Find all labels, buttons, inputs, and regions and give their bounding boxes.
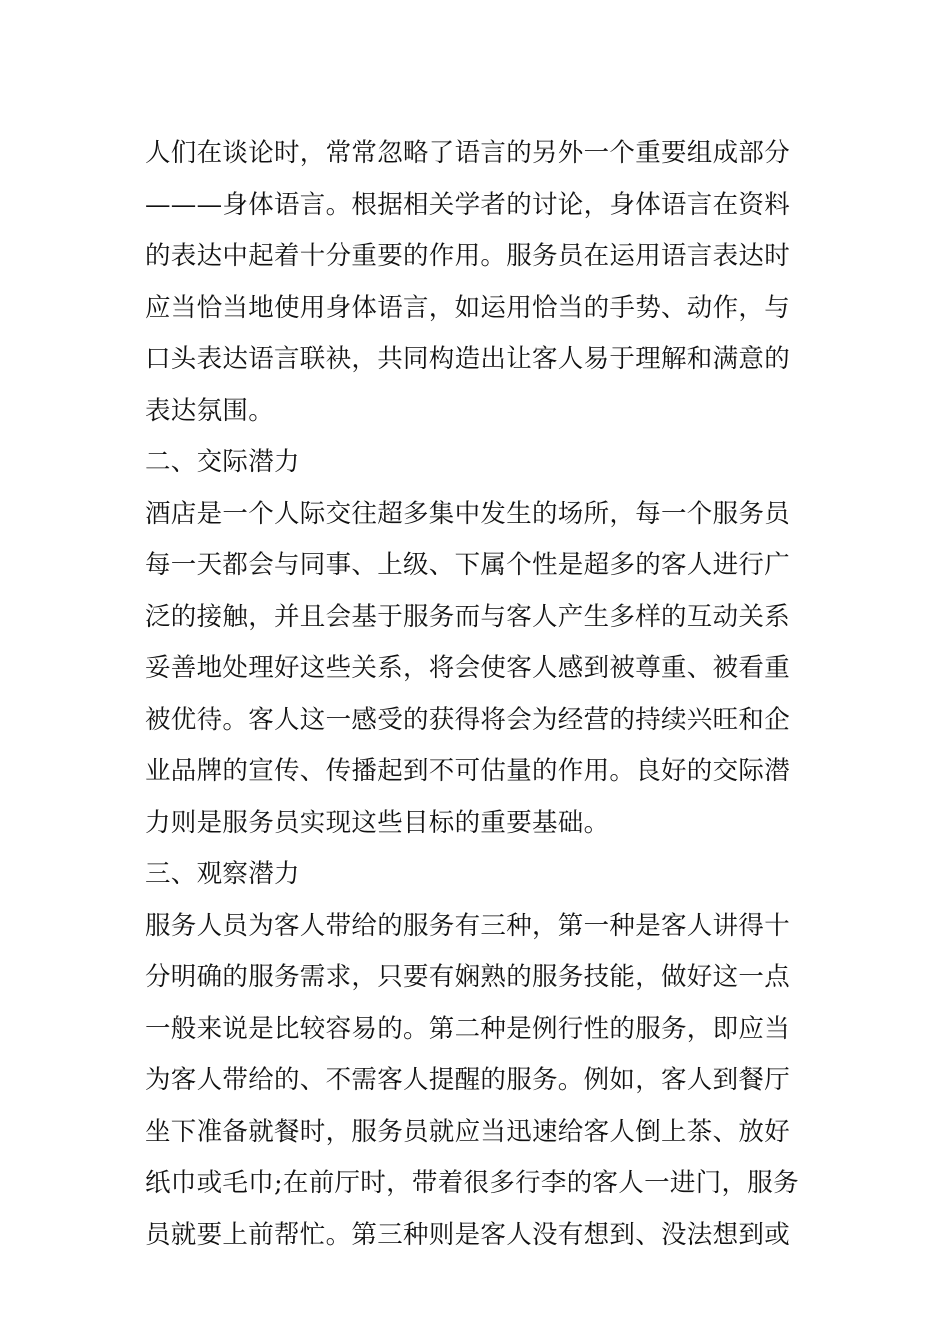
text-line: 被优待。客人这一感受的获得将会为经营的持续兴旺和企 [145,704,791,735]
document-body [145,128,810,1261]
section-heading: 二、交际潜力 [145,447,300,477]
text-line: 的表达中起着十分重要的作用。服务员在运用语言表达时 [145,241,791,271]
text-line: 应当恰当地使用身体语言，如运用恰当的手势、动作，与 [145,292,791,323]
text-line: 酒店是一个人际交往超多集中发生的场所，每一个服务员 [145,498,791,529]
text-line: 一般来说是比较容易的。第二种是例行性的服务，即应当 [145,1013,791,1044]
text-line: 泛的接触，并且会基于服务而与客人产生多样的互动关系 [145,601,791,632]
text-line: 纸巾或毛巾;在前厅时，带着很多行李的客人一进门，服务 [145,1168,799,1198]
text-line: 人们在谈论时，常常忽略了语言的另外一个重要组成部分 [145,138,791,168]
text-line: 为客人带给的、不需客人提醒的服务。例如，客人到餐厅 [145,1065,791,1095]
text-line: ———身体语言。根据相关学者的讨论，身体语言在资料 [145,189,791,220]
section-heading: 三、观察潜力 [145,859,300,889]
text-line: 员就要上前帮忙。第三种则是客人没有想到、没法想到或 [145,1219,791,1250]
text-line: 妥善地处理好这些关系，将会使客人感到被尊重、被看重 [145,653,791,683]
text-line: 表达氛围。 [145,395,275,426]
text-line: 业品牌的宣传、传播起到不可估量的作用。良好的交际潜 [145,756,791,786]
text-line: 每一天都会与同事、上级、下属个性是超多的客人进行广 [145,550,791,580]
text-line: 坐下准备就餐时，服务员就应当迅速给客人倒上茶、放好 [145,1116,791,1147]
text-line: 服务人员为客人带给的服务有三种，第一种是客人讲得十 [145,910,791,941]
text-line: 分明确的服务需求，只要有娴熟的服务技能，做好这一点 [145,962,791,992]
text-line: 力则是服务员实现这些目标的重要基础。 [145,807,610,838]
text-line: 口头表达语言联袂，共同构造出让客人易于理解和满意的 [145,344,791,374]
